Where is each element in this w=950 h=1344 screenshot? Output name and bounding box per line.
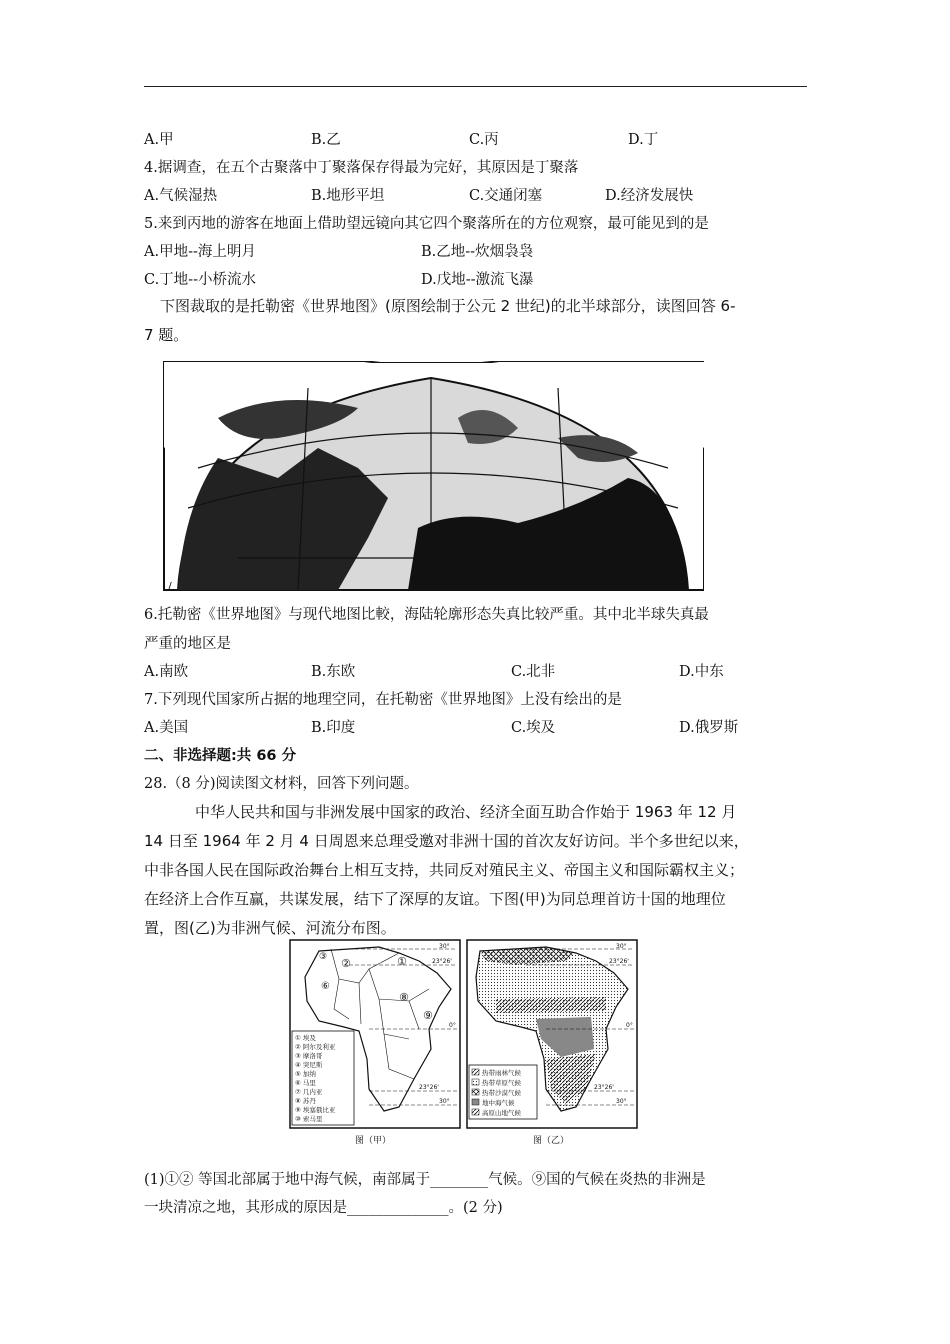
yi-legend-5: 高原山地气候 (482, 1109, 521, 1117)
fig-jia-caption: 图（甲） (355, 1136, 392, 1146)
yi-lat-tropic-n: 23°26' (609, 958, 629, 965)
q3-option-c: C.丙 (469, 132, 499, 148)
jia-lat-tropic-s: 23°26' (419, 1084, 439, 1091)
intro-6-7-line1: 下图裁取的是托勒密《世界地图》(原图绘制于公元 2 世纪)的北半球部分，读图回答 6- (160, 297, 736, 315)
q5-option-b: B.乙地--炊烟袅袅 (421, 244, 534, 260)
q6-stem-line1: 6.托勒密《世界地图》与现代地图比較，海陆轮廓形态失真比较严重。其中北半球失真最 (144, 607, 709, 623)
ptolemy-world-map (158, 358, 704, 594)
q7-option-c: C.埃及 (511, 720, 556, 736)
q5-stem: 5.来到丙地的游客在地面上借助望远镜向其它四个聚落所在的方位观察，最可能见到的是 (144, 216, 709, 232)
yi-lat-30s: 30° (616, 1098, 627, 1105)
q28-para-line5: 置，图(乙)为非洲气候、河流分布图。 (144, 919, 396, 937)
q4-option-b: B.地形平坦 (311, 188, 385, 204)
q28-stem: 28.（8 分)阅读图文材料，回答下列问题。 (144, 776, 419, 792)
jia-legend-4: ④ 突尼斯 (295, 1061, 323, 1069)
yi-lat-30n: 30° (616, 943, 627, 950)
q7-option-a: A.美国 (144, 720, 189, 736)
q4-stem: 4.据调查，在五个古聚落中丁聚落保存得最为完好，其原因是丁聚落 (144, 160, 579, 176)
jia-lat-equator: 0° (449, 1022, 456, 1029)
yi-legend-3: 热带沙漠气候 (482, 1089, 521, 1097)
africa-map-jia (289, 939, 461, 1129)
q6-option-d: D.中东 (679, 664, 724, 680)
q28-para-line4: 在经济上合作互赢，共谋发展，结下了深厚的友谊。下图(甲)为同总理首访十国的地理位 (144, 890, 726, 908)
jia-num-3: ③ (319, 952, 328, 962)
yi-lat-equator: 0° (626, 1022, 633, 1029)
jia-legend-10: ⑩ 索马里 (295, 1115, 323, 1123)
fig-yi-caption: 图（乙） (533, 1136, 570, 1146)
jia-legend-8: ⑧ 苏丹 (295, 1097, 316, 1105)
intro-6-7-line2: 7 题。 (144, 326, 189, 344)
q6-option-c: C.北非 (511, 664, 556, 680)
q5-option-d: D.戊地--激流飞瀑 (421, 272, 534, 288)
jia-legend-6: ⑥ 马里 (295, 1079, 316, 1087)
jia-legend-7: ⑦ 几内亚 (295, 1088, 323, 1096)
jia-lat-30n: 30° (439, 943, 450, 950)
q6-stem-line2: 严重的地区是 (144, 636, 231, 652)
q4-option-d: D.经济发展快 (605, 188, 694, 204)
jia-lat-tropic-n: 23°26' (432, 958, 452, 965)
q5-option-a: A.甲地--海上明月 (144, 244, 256, 260)
q4-option-c: C.交通闭塞 (469, 188, 543, 204)
jia-num-2: ② (341, 957, 351, 970)
q5-option-c: C.丁地--小桥流水 (144, 272, 256, 288)
africa-climate-map-yi (466, 939, 638, 1129)
jia-legend-9: ⑨ 埃塞俄比亚 (295, 1106, 336, 1114)
q7-option-b: B.印度 (311, 720, 356, 736)
q28-para-line1: 中华人民共和国与非洲发展中国家的政治、经济全面互助合作始于 1963 年 12 月 (195, 803, 737, 821)
jia-legend-2: ② 阿尔及利亚 (295, 1043, 336, 1051)
yi-lat-tropic-s: 23°26' (594, 1084, 614, 1091)
q7-option-d: D.俄罗斯 (679, 720, 739, 736)
jia-legend-5: ⑤ 加纳 (295, 1070, 316, 1078)
jia-legend-1: ① 埃及 (295, 1034, 316, 1042)
yi-legend-4: 地中海气候 (482, 1099, 515, 1107)
q4-option-a: A.气候湿热 (144, 188, 218, 204)
svg-text:/: / (168, 580, 172, 593)
section-2-heading: 二、非选择题:共 66 分 (144, 748, 297, 764)
q7-stem: 7.下列现代国家所占据的地理空同，在托勒密《世界地图》上没有绘出的是 (144, 692, 622, 708)
q6-option-b: B.东欧 (311, 664, 356, 680)
q3-option-b: B.乙 (311, 132, 341, 148)
jia-num-9: ⑨ (423, 1009, 433, 1022)
jia-num-1: ① (397, 955, 407, 968)
header-rule (144, 86, 807, 87)
jia-num-6: ⑥ (321, 981, 330, 992)
q28-sub1-line2: 一块清凉之地，其形成的原因是______________。(2 分) (144, 1200, 503, 1216)
jia-lat-30s: 30° (439, 1098, 450, 1105)
q28-para-line2: 14 日至 1964 年 2 月 4 日周恩来总理受邀对非洲十国的首次友好访问。半个多世纪以来， (144, 832, 749, 850)
q28-sub1-line1: (1)①② 等国北部属于地中海气候，南部属于________气候。⑨国的气候在炎热的非洲是 (144, 1172, 706, 1188)
q3-option-d: D.丁 (628, 132, 659, 148)
q3-option-a: A.甲 (144, 132, 174, 148)
q6-option-a: A.南欧 (144, 664, 189, 680)
yi-legend-1: 热带雨林气候 (482, 1069, 521, 1077)
jia-legend-3: ③ 摩洛哥 (295, 1052, 323, 1060)
jia-num-8: ⑧ (399, 991, 409, 1004)
yi-legend-2: 热带草原气候 (482, 1079, 521, 1087)
q28-para-line3: 中非各国人民在国际政治舞台上相互支持，共同反对殖民主义、帝国主义和国际霸权主义； (144, 861, 745, 879)
